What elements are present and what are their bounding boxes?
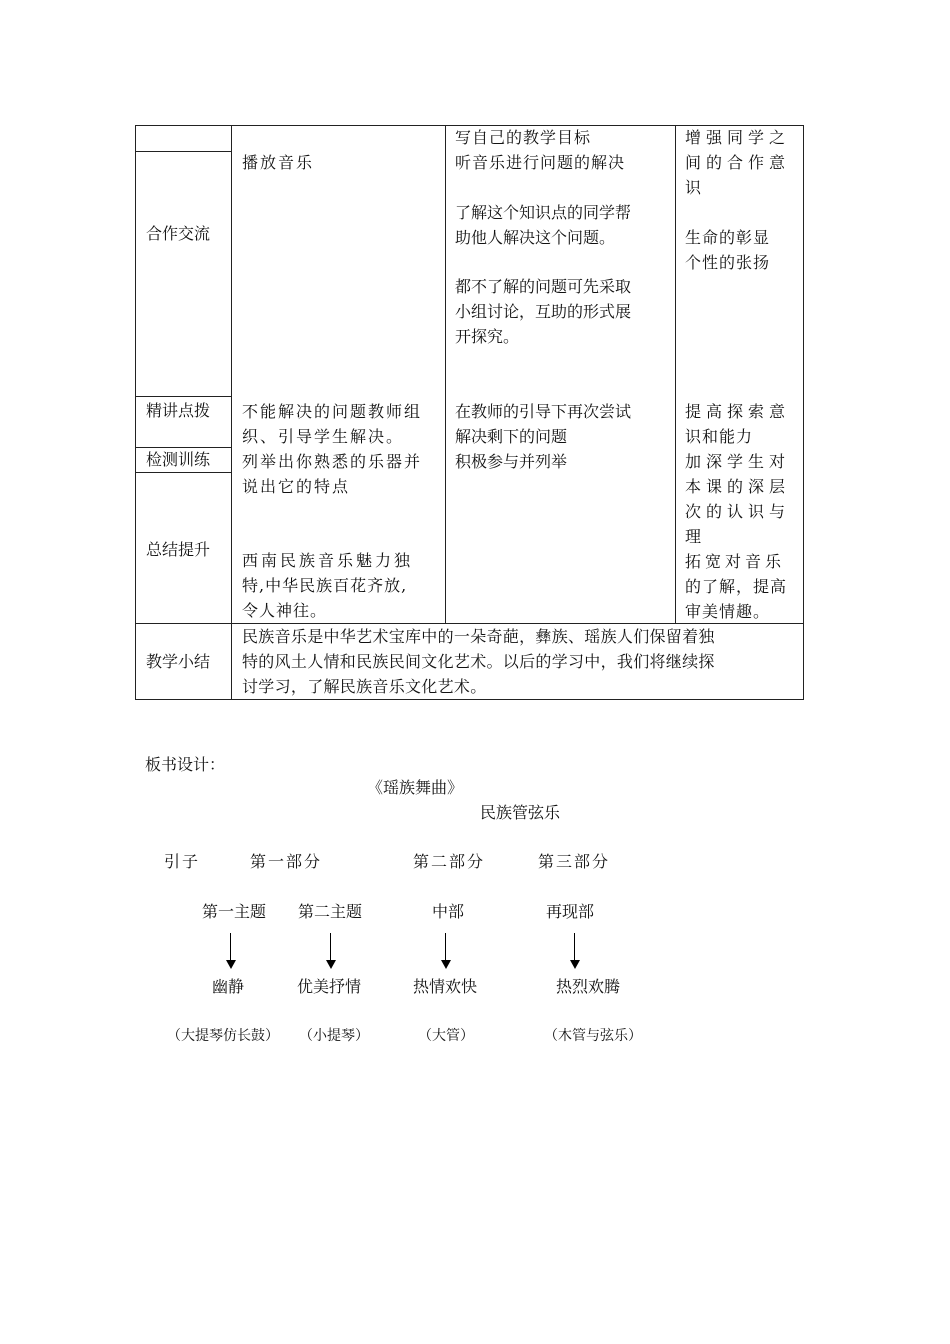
student-goals: 写自己的教学目标 听音乐进行问题的解决 <box>455 128 626 172</box>
stage-lesson-summary: 教学小结 <box>146 652 211 671</box>
purpose-broaden: 拓宽对音乐 的了解，提高 审美情趣。 <box>685 552 788 621</box>
theme-middle: 中部 <box>432 902 465 921</box>
mood-cheerful: 热情欢快 <box>413 977 478 996</box>
table-line <box>231 125 232 700</box>
table-line <box>135 396 232 397</box>
purpose-explore: 提高探索意 识和能力 <box>685 402 791 446</box>
student-help: 了解这个知识点的同学帮 助他人解决这个问题。 <box>455 203 632 247</box>
part-intro: 引子 <box>164 852 201 871</box>
student-try: 在教师的引导下再次尝试 解决剩下的问题 积极参与并列举 <box>455 402 632 471</box>
table-line <box>445 125 446 624</box>
teacher-test: 列举出你熟悉的乐器并 说出它的特点 <box>242 452 423 496</box>
purpose-deepen: 加深学生对 本课的深层 次的认识与 理 <box>685 452 791 546</box>
table-line <box>135 151 232 152</box>
teacher-play-music: 播放音乐 <box>242 153 315 172</box>
part-two: 第二部分 <box>413 852 486 871</box>
theme-reprise: 再现部 <box>546 902 595 921</box>
stage-cooperate: 合作交流 <box>146 224 211 243</box>
mood-lyrical: 优美抒情 <box>297 977 362 996</box>
board-subtitle: 民族管弦乐 <box>480 803 561 822</box>
instrument-violin: （小提琴） <box>299 1028 369 1044</box>
theme-second: 第二主题 <box>298 902 363 921</box>
purpose-life: 生命的彰显 个性的张扬 <box>685 228 771 272</box>
part-one: 第一部分 <box>250 852 323 871</box>
student-discuss: 都不了解的问题可先采取 小组讨论，互助的形式展 开探究。 <box>455 277 632 346</box>
table-line <box>135 472 232 473</box>
mood-jubilant: 热烈欢腾 <box>556 977 621 996</box>
purpose-cooperation: 增强同学之 间的合作意 识 <box>685 128 791 197</box>
instrument-woodwind-strings: （木管与弦乐） <box>544 1028 642 1044</box>
table-border-left <box>135 125 136 700</box>
stage-test: 检测训练 <box>146 450 211 469</box>
instrument-bassoon: （大管） <box>418 1028 474 1044</box>
stage-explain: 精讲点拨 <box>146 401 211 420</box>
theme-first: 第一主题 <box>202 902 267 921</box>
table-line <box>675 125 676 624</box>
lesson-summary-text: 民族音乐是中华艺术宝库中的一朵奇葩，彝族、瑶族人们保留着独 特的风土人情和民族民间文化艺术。以后的学习中，我们将继续探 讨学习，了解民族音乐文化艺术。 <box>242 627 715 696</box>
board-heading: 板书设计： <box>145 755 226 774</box>
part-three: 第三部分 <box>538 852 611 871</box>
mood-quiet: 幽静 <box>212 977 245 996</box>
stage-summary: 总结提升 <box>146 540 211 559</box>
table-border-right <box>803 125 804 700</box>
board-title: 《瑶族舞曲》 <box>367 778 464 797</box>
instrument-cello: （大提琴仿长鼓） <box>167 1028 279 1044</box>
teacher-explain: 不能解决的问题教师组 织、引导学生解决。 <box>242 402 423 446</box>
teacher-summary: 西南民族音乐魅力独 特,中华民族百花齐放, 令人神往。 <box>242 551 414 620</box>
table-border-bottom <box>135 699 804 700</box>
